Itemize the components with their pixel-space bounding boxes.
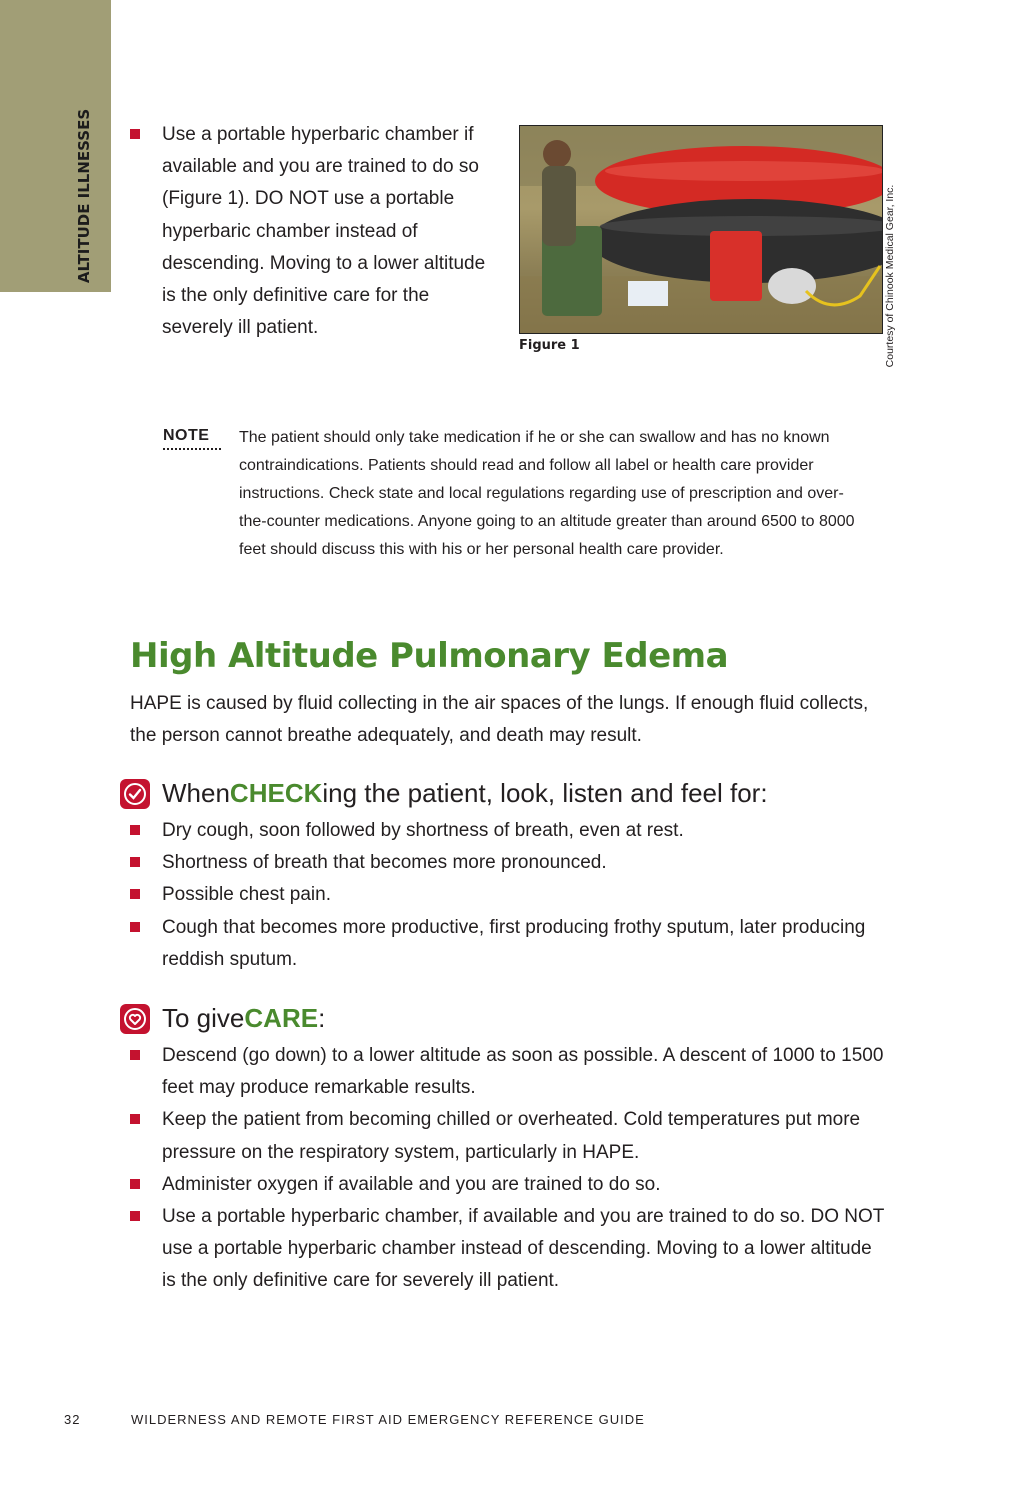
- check-list: [130, 815, 890, 976]
- bullet-square-icon: [130, 922, 140, 932]
- heart-circle-icon: [120, 1004, 150, 1034]
- checkmark-circle-icon: [120, 779, 150, 809]
- bullet-square-icon: [130, 857, 140, 867]
- section-intro: HAPE is caused by fluid collecting in the air spaces of the lungs. If enough fluid collects, the person cannot breathe adequately, and death may result.: [130, 693, 869, 746]
- bullet-square-icon: [130, 1211, 140, 1221]
- list-item: Keep the patient from becoming chilled or overheated. Cold temperatures put more pressure on the respiratory system, particularly in HAPE.: [130, 1104, 890, 1168]
- bullet-square-icon: [130, 889, 140, 899]
- figure-caption: Figure 1: [519, 338, 580, 353]
- photo-credit: Courtesy of Chinook Medical Gear, Inc.: [884, 184, 896, 368]
- hyperbaric-chamber-illustration: [520, 126, 882, 333]
- section-side-tab: [0, 0, 111, 292]
- book-title-footer: WILDERNESS AND REMOTE FIRST AID EMERGENCY REFERENCE GUIDE: [131, 1412, 645, 1427]
- bullet-square-icon: [130, 1114, 140, 1124]
- list-item: Cough that becomes more productive, first producing frothy sputum, later producing reddish sputum.: [130, 912, 890, 976]
- section-title: High Altitude Pulmonary Edema: [130, 636, 729, 676]
- figure-1-photo: [519, 125, 883, 334]
- bullet-square-icon: [130, 1050, 140, 1060]
- care-heading: To give CARE :: [120, 1003, 325, 1034]
- bullet-square-icon: [130, 129, 140, 139]
- list-item: Dry cough, soon followed by shortness of breath, even at rest.: [130, 815, 890, 847]
- bullet-square-icon: [130, 825, 140, 835]
- list-item: Administer oxygen if available and you are trained to do so.: [130, 1169, 890, 1201]
- list-item: Descend (go down) to a lower altitude as soon as possible. A descent of 1000 to 1500 feet may produce remarkable results.: [130, 1040, 890, 1104]
- care-list: [130, 1040, 890, 1298]
- note-text: The patient should only take medication if he or she can swallow and has no known contraindications. Patients should read and follow all label or health care provider instructions. Check state and local regulations regarding use of prescription and over-the-counter medications. Anyone going to an altitude greater than around 6500 to 8000 feet should discuss this with his or her personal health care provider.: [239, 429, 855, 558]
- note-divider: [163, 448, 221, 452]
- page-number: 32: [64, 1412, 81, 1427]
- bullet-square-icon: [130, 1179, 140, 1189]
- list-item: Possible chest pain.: [130, 879, 890, 911]
- list-item: Use a portable hyperbaric chamber, if available and you are trained to do so. DO NOT use a portable hyperbaric chamber instead of descending. Moving to a lower altitude is the only definitive care for severely ill patient.: [130, 1201, 890, 1298]
- list-item: Shortness of breath that becomes more pronounced.: [130, 847, 890, 879]
- top-bullet-list: [130, 119, 500, 344]
- check-heading: When CHECK ing the patient, look, listen and feel for:: [120, 778, 768, 809]
- note-label: NOTE: [163, 427, 210, 444]
- list-item: Use a portable hyperbaric chamber if available and you are trained to do so (Figure 1). DO NOT use a portable hyperbaric chamber instead of descending. Moving to a lower altitude is the only definitive care for the severely ill patient.: [130, 119, 500, 344]
- side-tab-label: ALTITUDE ILLNESSES: [75, 108, 93, 284]
